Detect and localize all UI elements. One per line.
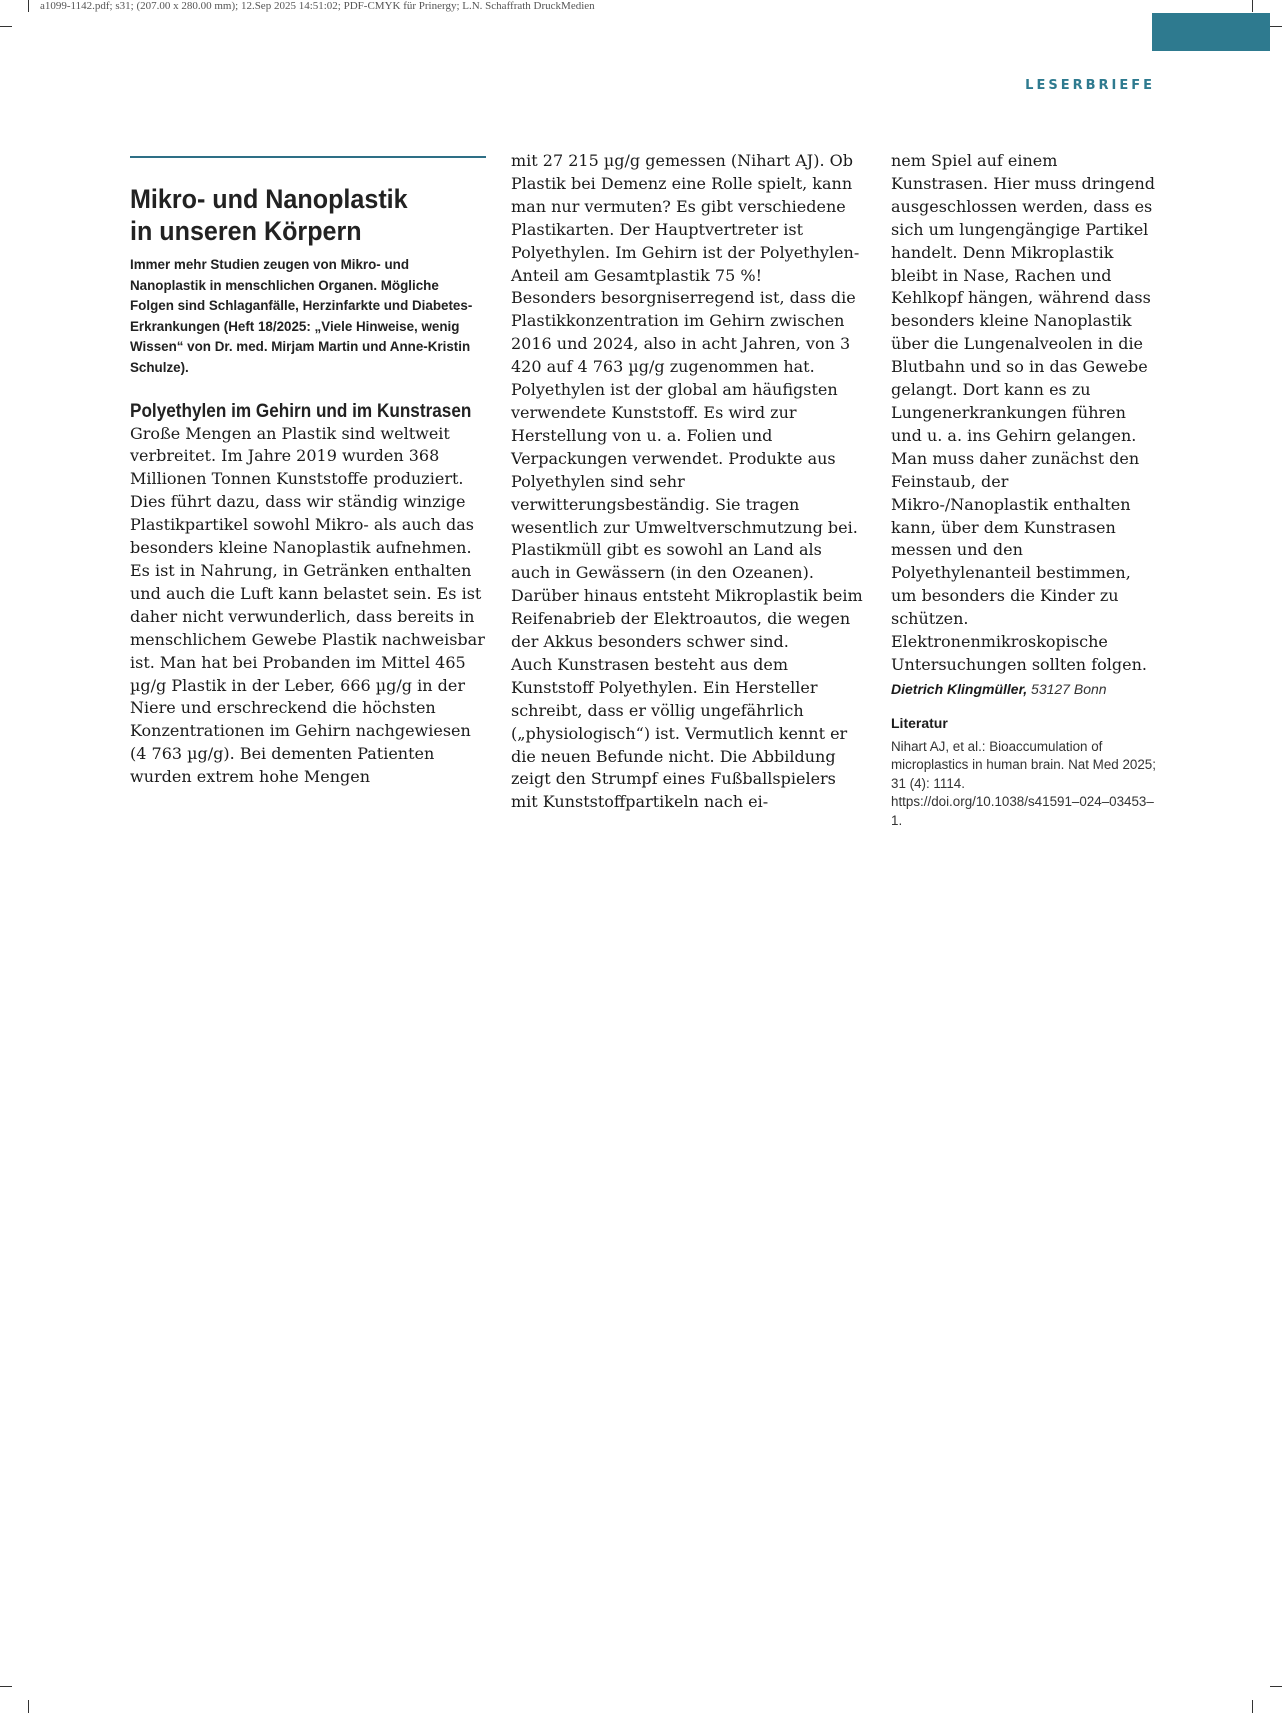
article-lead: Immer mehr Studien zeugen von Mikro- und Nanoplastik in menschlichen Organen. Mögliche Folgen sind Schlaganfälle, Herzinfarkte und Diabetes-Erkrankungen (Heft 18/2025: „Viele Hinweise, wenig Wissen“ von Dr. med. Mirjam Martin und Anne-Kristin Schulze). bbox=[130, 257, 473, 375]
body-paragraph: Große Mengen an Plastik sind weltweit verbreitet. Im Jahre 2019 wurden 368 Millionen Tonnen Kunststoffe produziert. Dies führt dazu, dass wir ständig winzige Plastikpartikel sowohl Mikro- als auch das besonders kleine Nanoplastik aufnehmen. Es ist in Nahrung, in Getränken enthalten und auch die Luft kann belastet sein. Es ist daher nicht verwunderlich, dass bereits in menschlichem Gewebe Plastik nachweisbar ist. Man hat bei Probanden im Mittel 465 µg/g Plastik in der Leber, 666 µg/g in der Niere und erschreckend die höchsten Konzentrationen im Gehirn nachgewiesen (4 763 µg/g). Bei dementen Patienten wurden extrem hohe Mengen bbox=[130, 423, 485, 787]
author-name: Dietrich Klingmüller, bbox=[891, 680, 1028, 697]
literature-heading: Literatur bbox=[891, 714, 948, 731]
headline-line-1: Mikro- und Nanoplastik bbox=[130, 184, 408, 214]
body-paragraph: Besonders besorgniserregend ist, dass die Plastikkonzentration im Gehirn zwischen 2016 und 2024, also in acht Jahren, von 3 420 auf 4 763 µg/g zugenommen hat. bbox=[511, 288, 856, 377]
crop-mark bbox=[1252, 0, 1253, 12]
column-2 bbox=[511, 150, 866, 814]
crop-mark bbox=[28, 1700, 29, 1713]
column-1 bbox=[130, 183, 485, 789]
author-location: 53127 Bonn bbox=[1031, 680, 1107, 697]
column-3 bbox=[891, 150, 1156, 830]
crop-mark bbox=[1270, 1686, 1282, 1687]
section-color-tab bbox=[1152, 13, 1270, 51]
crop-mark bbox=[28, 0, 29, 12]
headline-line-2: in unseren Körpern bbox=[130, 216, 362, 246]
crop-mark bbox=[0, 26, 12, 27]
article-headline bbox=[130, 183, 460, 247]
body-paragraph: Polyethylen ist der global am häufigsten verwendete Kunststoff. Es wird zur Herstellung von u. a. Folien und Verpackungen verwendet. Produkte aus Polyethylen sind sehr verwitterungsbeständig. Sie tragen wesentlich zur Umweltverschmutzung bei. Plastikmüll gibt es sowohl an Land als auch in Gewässern (in den Ozeanen). Darüber hinaus entsteht Mikroplastik beim Reifenabrieb der Elektroautos, die wegen der Akkus besonders schwer sind. bbox=[511, 380, 863, 652]
body-paragraph: mit 27 215 µg/g gemessen (Nihart AJ). Ob Plastik bei Demenz eine Rolle spielt, kann man nur vermuten? Es gibt verschiedene Plastikarten. Der Hauptvertreter ist Polyethylen. Im Gehirn ist der Polyethylen-Anteil am Gesamtplastik 75 %! bbox=[511, 151, 860, 285]
letter-subhead: Polyethylen im Gehirn und im Kunstrasen bbox=[130, 399, 472, 422]
print-slug: a1099-1142.pdf; s31; (207.00 x 280.00 mm); 12.Sep 2025 14:51:02; PDF-CMYK für Prinergy; L.N. Schaffrath DruckMedien bbox=[40, 0, 595, 12]
body-paragraph: Auch Kunstrasen besteht aus dem Kunststoff Polyethylen. Ein Hersteller schreibt, dass er völlig ungefährlich („physiologisch“) ist. Vermutlich kennt er die neuen Befunde nicht. Die Abbildung zeigt den Strumpf eines Fußballspielers mit Kunststoffpartikeln nach ei- bbox=[511, 654, 848, 812]
crop-mark bbox=[0, 1686, 12, 1687]
section-label: LESERBRIEFE bbox=[1025, 78, 1155, 93]
crop-mark bbox=[1252, 1700, 1253, 1713]
crop-mark bbox=[1270, 26, 1282, 27]
headline-rule bbox=[130, 156, 486, 158]
body-paragraph: nem Spiel auf einem Kunstrasen. Hier muss dringend ausgeschlossen werden, dass es sich um lungengängige Partikel handelt. Denn Mikroplastik bleibt in Nase, Rachen und Kehlkopf hängen, während dass besonders kleine Nanoplastik über die Lungenalveolen in die Blutbahn und so in das Gewebe gelangt. Dort kann es zu Lungenerkrankungen führen und u. a. ins Gehirn gelangen. Man muss daher zunächst den Feinstaub, der Mikro-/Nanoplastik enthalten kann, über dem Kunstrasen messen und den Polyethylenanteil bestimmen, um besonders die Kinder zu schützen. Elektronenmikroskopische Untersuchungen sollten folgen. bbox=[891, 151, 1156, 674]
author-signature bbox=[891, 679, 1156, 699]
literature-reference: Nihart AJ, et al.: Bioaccumulation of microplastics in human brain. Nat Med 2025; 31 (4): 1114. https://doi.org/10.1038/s41591–024–03453–1. bbox=[891, 738, 1156, 828]
